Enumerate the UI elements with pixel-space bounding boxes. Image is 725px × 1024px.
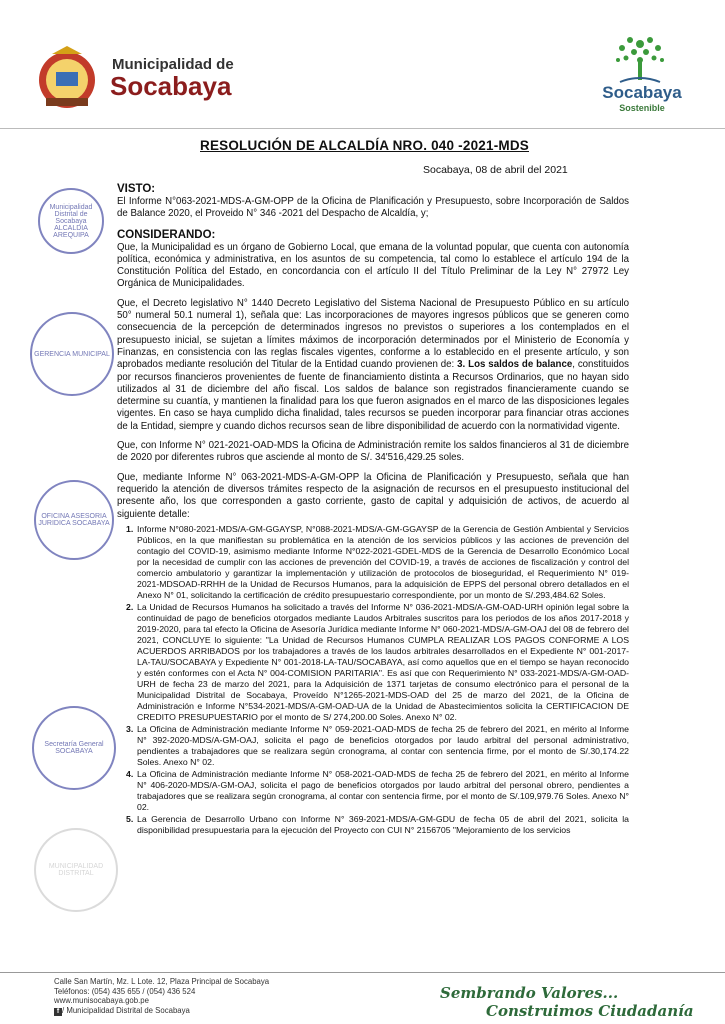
list-item: 2. La Unidad de Recursos Humanos ha solicitado a través del Informe N° 036-2021-MDS/A-GM-OAD-URH opinión legal sobre la continuidad de pago de beneficios otorgados mediante Laudos Arbitrales suscritos para los periodos de los años 2017-2018 y 2019-2020, para tal efecto la Oficina de Asesoría Jurídica mediante Informe N° 060-2021-MDS/A-GM-OAJ del 08 de febrero del 2021, CONCLUYE lo siguiente: "La Unidad de Recursos Humanos CUMPLA REALIZAR LOS PAGOS CONFORME A LOS ACUERDOS ARRIBADOS por los trabajadores a través de los laudos arbitrales desarrollados en el Expediente N° 001-2017-LA-TAU/SOCABAYA y Expediente N° 001-2018-LA-TAU/SOCABAYA, así como aquellos que en el tiempo se hayan reconocido y estén conformes con el Acta N° 004-COMISION PARITARIA". Es así que con Requerimiento N° 033-2021-MDS/A-GM-OAD-URH de fecha 23 de marzo del 2021, para la Adquisición de 1371 tarjetas de consumo electrónico para el personal de la Municipalidad Distrital de Socabaya, Proveído N°1265-2021-MDS-OAD del 25 de marzo del 2021, de la Oficina de Administración e Informe N°534-2021-MDS/A-GM-OAD-UA de la Unidad de Abastecimientos solicita la CERTIFICACION DE CREDITO PRESUPUESTARIO por el monto de S/ 274,200.00 Soles. Anexo N° 02. (126, 601, 629, 722)
considerando-paragraph-2: Que, el Decreto legislativo N° 1440 Decreto Legislativo del Sistema Nacional de Presupuesto Público en su artículo 50° numeral 50.1 numeral 1), señala que: Las incorporaciones de mayores ingresos públicos que se generen como consecuencia de la percepción de determinados ingresos no previstos o superiores a los contemplados en el presupuesto inicial, se sujetan a límites máximos de incorporación determinados por el Ministerio de Economía y Finanzas, en consistencia con las reglas fiscales vigentes, conforme a lo establecido en el presente artículo, y son aprobados mediante resolución del Titular de la Entidad cuando provienen de: 3. Los saldos de balance, constituidos por recursos financieros provenientes de fuente de financiamiento distinta a Recursos Ordinarios, que no hayan sido utilizados al 31 de diciembre del año fiscal. Los saldos de balance son registrados financieramente cuando se determine su cuantía, y mantienen la finalidad para los que fueron asignados en el marco de las disposiciones legales vigentes. En caso se haya cumplido dicha finalidad, tales recursos se pueden incorporar para financiar otras acciones de la Entidad, siempre y cuando dichos recursos sean de libre disponibilidad de acuerdo con la normatividad vigente. (117, 297, 629, 432)
footer-contact (54, 977, 269, 1016)
alcaldia-stamp: Municipalidad Distrital de Socabaya ALCALDIA AREQUIPA (38, 188, 104, 254)
considerando-paragraph-1: Que, la Municipalidad es un órgano de Gobierno Local, que emana de la voluntad popular, que cuenta con autonomía política, económica y administrativa, en los asuntos de su competencia, tal como lo establece el artículo 194 de la Constitución Política del Estado, en concordancia con el artículo II del Título Preliminar de la Ley N° 27972 Ley Orgánica de Municipalidades. (117, 241, 629, 290)
tree-logo-icon (600, 30, 680, 90)
visto-text: El Informe N°063-2021-MDS-A-GM-OPP de la Oficina de Planificación y Presupuesto, sobre Incorporación de Saldos de Balance 2020, el Proveido N° 346 -2021 del Despacho de Alcaldía, y; (117, 196, 629, 220)
letterhead (0, 0, 725, 130)
municipality-label: Municipalidad de (112, 56, 234, 73)
distrital-stamp: MUNICIPALIDAD DISTRITAL (34, 828, 118, 912)
footer-address: Calle San Martín, Mz. L Lote. 12, Plaza Principal de Socabaya (54, 977, 270, 986)
considerando-paragraph-3: Que, con Informe N° 021-2021-OAD-MDS la Oficina de Administración remite los saldos financieros al 31 de diciembre de 2020 por diferentes rubros que asciende al monto de S/. 34'516,429.25 soles. (117, 440, 629, 464)
sostenible-logo-sub: Sostenible (619, 103, 665, 113)
gerencia-stamp: GERENCIA MUNICIPAL (30, 312, 114, 396)
secretaria-stamp: Secretaría General SOCABAYA (32, 706, 116, 790)
considerando-heading: CONSIDERANDO: (117, 228, 216, 241)
list-item: 5. La Gerencia de Desarrollo Urbano con Informe N° 369-2021-MDS/A-GM-GDU de fecha 05 de abril del 2021, solicita la disponibilidad presupuestaria para la ejecución del Proyecto con CUI N° 2156705 "Mejoramiento de los servicios (126, 813, 629, 835)
resolution-date: Socabaya, 08 de abril del 2021 (423, 164, 568, 176)
visto-heading: VISTO: (117, 183, 156, 195)
detail-list (126, 524, 629, 836)
resolution-body (117, 182, 629, 837)
header-divider (0, 128, 725, 129)
footer-phones: Teléfonos: (054) 435 655 / (054) 436 524 (54, 986, 196, 996)
footer-divider (0, 972, 725, 973)
resolution-title: RESOLUCIÓN DE ALCALDÍA NRO. 040 -2021-MDS (200, 138, 529, 153)
footer-web[interactable]: www.munisocabaya.gob.pe (54, 996, 149, 1005)
list-item: 1. Informe N°080-2021-MDS/A-GM-GGAYSP, N°088-2021-MDS/A-GM-GGAYSP de la Gerencia de Gestión Ambiental y Servicios Públicos, en la que manifiestan su problemática en la atención de los servicios públicos y las acciones de prevención del contagio del COVID-19, asimismo mediante Informe N°022-2021-GDEL-MDS de la Gerencia de Desarrollo Económico Local por la necesidad de cumplir con las acciones de prevención del COVID-19, a través de acciones de fiscalización y control del comercio ambulatorio y garantizar la implementación y utilización de protocolos de bioseguridad, el Requerimiento N° 019-2021-MDSOAD-RRHH de la Unidad de Recursos Humanos, para la adquisición de EPPS del personal obrero detallados en el Anexo N° 01, solicitando la certificación de crédito presupuestario correspondiente, por un monto de S/.293,484.62 Soles. (126, 523, 629, 600)
facebook-icon: f (54, 1008, 62, 1016)
footer-facebook[interactable]: f / Municipalidad Distrital de Socabaya (54, 1006, 269, 1016)
municipality-name: Socabaya (110, 71, 232, 101)
list-item: 3. La Oficina de Administración mediante Informe N° 059-2021-OAD-MDS de fecha 25 de febrero del 2021, en mérito al Informe N° 392-2020-MDS/A-GM-OAJ, solicita el pago de beneficios otorgados por laudo arbitral del personal administrativo, pendientes a trabajadores que se realizara según cronograma, al contar con sentencia firme, por el monto de S/.30,174.22 Soles. Anexo N° 02. (126, 723, 629, 767)
municipal-seal-icon (32, 42, 102, 112)
slogan-line-2: Construimos Ciudadanía (486, 1002, 694, 1020)
sostenible-logo-name: Socabaya (602, 83, 682, 102)
considerando-paragraph-4: Que, mediante Informe N° 063-2021-MDS-A-GM-OPP la Oficina de Planificación y Presupuesto, señala que han requerido la atención de diversos trámites respecto de la asignación de recursos en el presupuesto institucional del presente año, los que corresponden a gasto corriente, gasto de capital y adquisición de activos, de acuerdo al siguiente detalle: (117, 471, 629, 520)
asesoria-stamp: OFICINA ASESORIA JURIDICA SOCABAYA (34, 480, 114, 560)
slogan-line-1: Sembrando Valores... (440, 984, 619, 1002)
list-item: 4. La Oficina de Administración mediante Informe N° 058-2021-OAD-MDS de fecha 25 de febrero del 2021, en mérito al Informe N° 406-2020-MDS/A-GM-OAJ, solicita el pago de beneficios otorgados por laudo arbitral del personal obrero, pendientes a trabajadores que se realizara según cronograma, al contar con sentencia firme, por el monto de S/.109,979.76 Soles. Anexo N° 02. (126, 768, 629, 812)
